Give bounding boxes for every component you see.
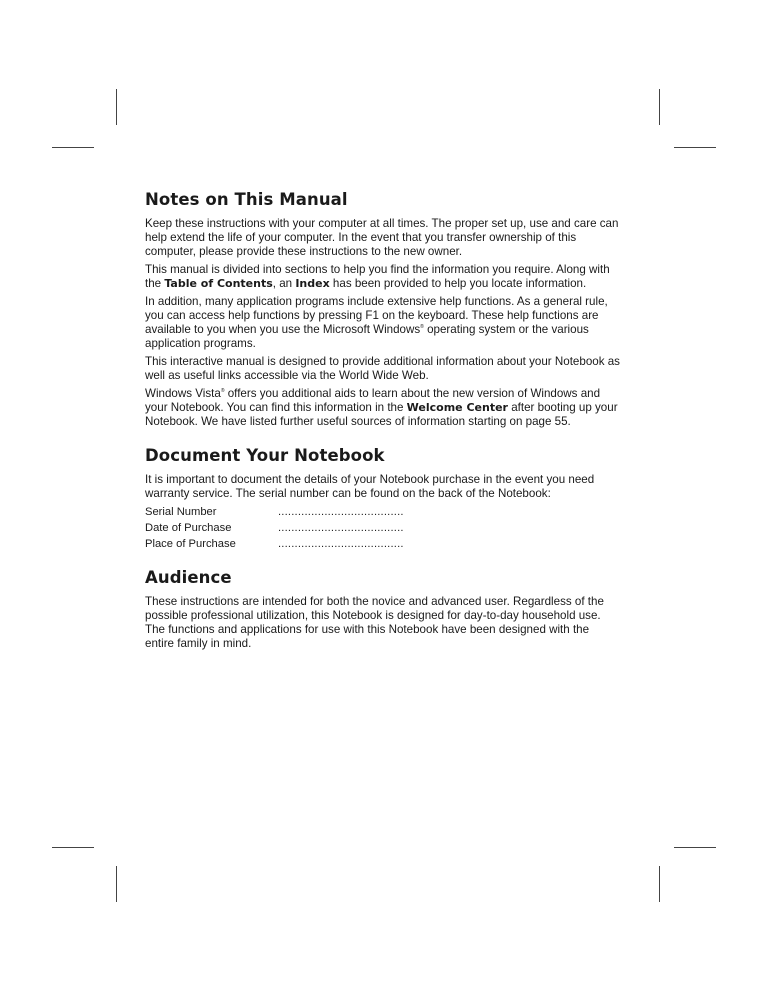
section-audience [145, 568, 620, 651]
paragraph [145, 263, 620, 291]
text-run: has been provided to help you locate information. [329, 277, 587, 290]
detail-label: Serial Number [145, 506, 217, 518]
paragraph [145, 387, 620, 429]
crop-mark [52, 847, 94, 848]
registered-mark: ® [420, 324, 424, 330]
bold-term: Table of Contents [164, 277, 273, 290]
crop-mark [659, 89, 660, 125]
paragraph: These instructions are intended for both the novice and advanced user. Regardless of the possible professional utilization, this Notebook is designed for day-to-day household use. The functions and applications for use with this Notebook have been designed with the entire family in mind. [145, 595, 604, 650]
section-heading: Document Your Notebook [145, 446, 385, 465]
purchase-details [145, 505, 620, 551]
bold-term: Welcome Center [406, 401, 508, 414]
text-run: Windows Vista [145, 387, 221, 400]
crop-mark [674, 147, 716, 148]
page-content [145, 190, 620, 668]
text-run: , an [272, 277, 296, 290]
detail-blank: ...................................... [278, 522, 404, 534]
text-run: offers you additional aids to learn about the new version of Windows and your Notebook. You can find this information in the [145, 387, 601, 414]
crop-mark [659, 866, 660, 902]
detail-row-date [145, 521, 620, 535]
detail-label: Place of Purchase [145, 538, 236, 550]
detail-row-serial [145, 505, 620, 519]
crop-mark [674, 847, 716, 848]
detail-blank: ...................................... [278, 506, 404, 518]
detail-row-place [145, 537, 620, 551]
section-heading: Notes on This Manual [145, 190, 348, 209]
paragraph: Keep these instructions with your computer at all times. The proper set up, use and care can help extend the life of your computer. In the event that you transfer ownership of this computer, please provide these instructions to the new owner. [145, 217, 619, 258]
section-document-notebook [145, 446, 620, 551]
detail-blank: ...................................... [278, 538, 404, 550]
text-run: In addition, many application programs include extensive help functions. As a general rule, you can access help functions by pressing F1 on the keyboard. These help functions are available to you when you use the Microsoft Windows [145, 295, 608, 336]
text-run: operating system or the various application programs. [145, 323, 589, 350]
bold-term: Index [295, 277, 330, 290]
paragraph [145, 295, 620, 351]
paragraph: This interactive manual is designed to provide additional information about your Notebook as well as useful links accessible via the World Wide Web. [145, 355, 620, 382]
paragraph: It is important to document the details of your Notebook purchase in the event you need warranty service. The serial number can be found on the back of the Notebook: [145, 473, 595, 500]
crop-mark [116, 866, 117, 902]
section-notes-on-manual [145, 190, 620, 429]
detail-label: Date of Purchase [145, 522, 232, 534]
section-heading: Audience [145, 568, 232, 587]
text-run: after booting up your Notebook. We have listed further useful sources of information starting on page 55. [145, 401, 618, 428]
registered-mark: ® [220, 388, 225, 394]
crop-mark [52, 147, 94, 148]
text-run: This manual is divided into sections to help you find the information you require. Along with the [145, 263, 610, 290]
crop-mark [116, 89, 117, 125]
